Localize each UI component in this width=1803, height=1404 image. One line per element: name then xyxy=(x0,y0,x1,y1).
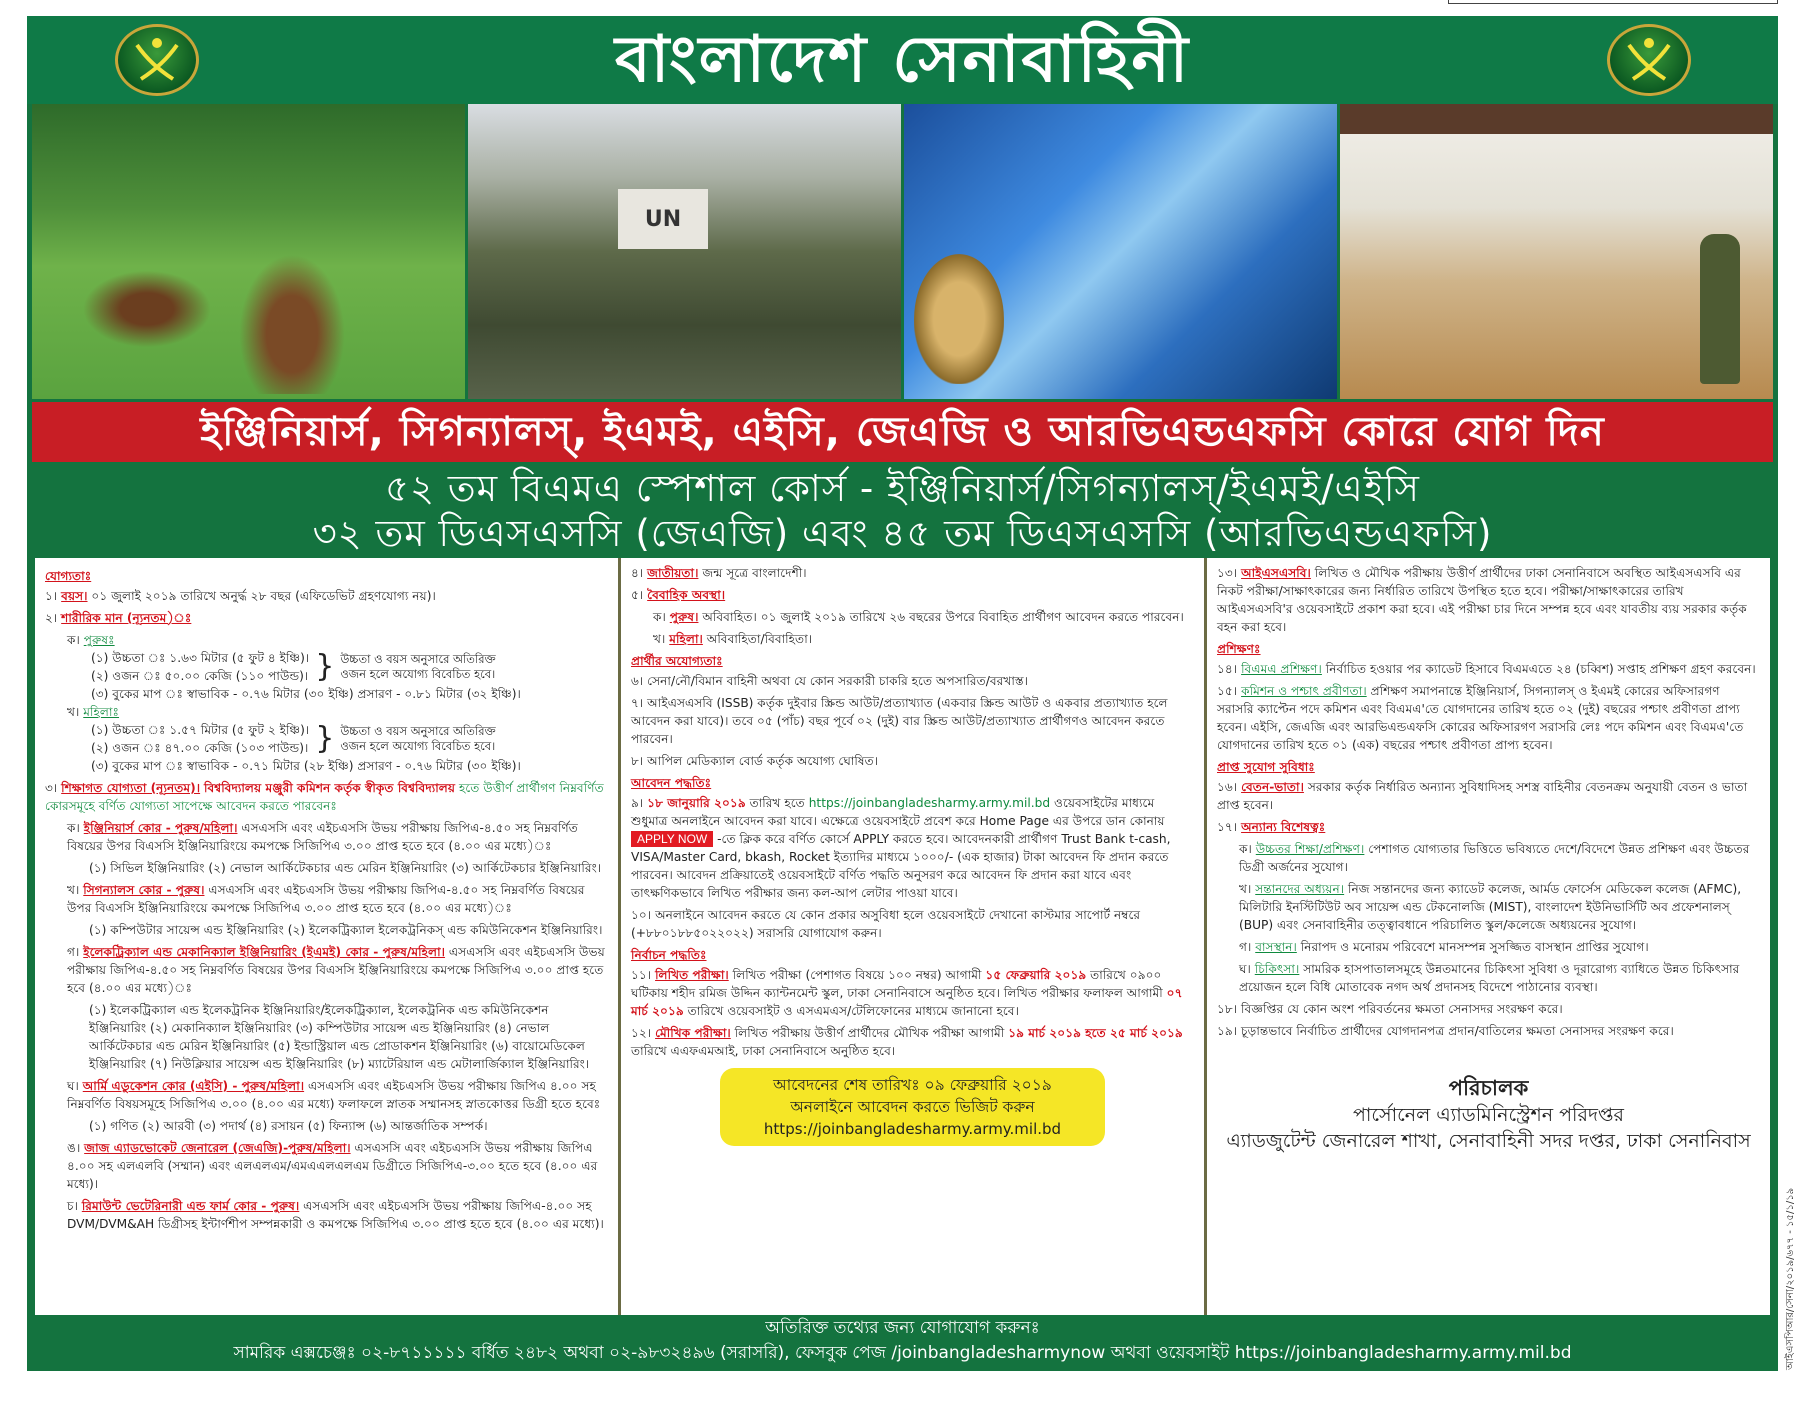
section-heading-disqualification: প্রার্থীর অযোগ্যতাঃ xyxy=(631,654,723,668)
female-chest: (৩) বুকের মাপ ঃ স্বাভাবিক - ০.৭১ মিটার (২৮ ইঞ্চি) প্রসারণ - ০.৭৬ মিটার (৩০ ইঞ্চি)। xyxy=(91,759,521,773)
section-heading-training: প্রশিক্ষণঃ xyxy=(1217,642,1261,656)
corps-jag: ঙ। জাজ এ্যাডভোকেট জেনারেল (জেএজি)-পুরুষ/মহিলা। এসএসসি এবং এইচএসসি উভয় পরীক্ষায় জিপিএ ৪.০০ সহ এলএলবি (সম্মান) এবং এলএলএম/এমএএলএলএম ডিগ্রীতে সিজিপিএ-৩.০০ হতে হবে (৪.০০ এর মধ্যে)। xyxy=(67,1141,598,1191)
signatory-title: পরিচালক xyxy=(1448,1076,1529,1100)
photo-strip xyxy=(32,104,1773,399)
benefit-sub-item: ঘ। চিকিৎসা। সামরিক হাসপাতালসমূহে উন্নতমানের চিকিৎসা সুবিধা ও দূরারোগ্য ব্যাধিতে উন্নত চিকিৎসার প্রয়োজন হলে বিধি মোতাবেক নগদ অর্থ প্রদানসহ বিদেশে পাঠানোর ব্যবস্থা। xyxy=(1239,962,1740,994)
male-physical: ক। পুরুষঃ xyxy=(67,633,115,647)
nationality-item: ৪। জাতীয়তা। জন্ম সূত্রে বাংলাদেশী। xyxy=(631,566,807,580)
corps-aec: ঘ। আর্মি এডুকেশন কোর (এইসি) - পুরুষ/মহিলা। এসএসসি এবং এইচএসসি উভয় পরীক্ষায় জিপিএ ৪.০০ সহ নিম্নবর্ণিত বিষয়সমূহে সিজিপিএ ৩.০০ (৪.০০ এর মধ্যে) ফলাফলে স্নাতক সম্মানসহ স্নাতকোত্তর ডিগ্রী হতে হবেঃ (১) গণিত (২) আরবী (৩) পদার্থ (৪) রসায়ন (৫) ফিন্যান্স (৬) আন্তর্জাতিক সম্পর্ক। xyxy=(67,1079,601,1133)
benefits-item-17: ১৭। অন্যান্য বিশেষত্বঃ xyxy=(1217,820,1326,834)
corps-eme: গ। ইলেকট্রিক্যাল এন্ড মেকানিক্যাল ইঞ্জিনিয়ারিং (ইএমই) কোর - পুরুষ/মহিলা। এসএসসি এবং এইচএসসি উভয় পরীক্ষায় জিপিএ-৪.৫০ সহ নিম্নবর্ণিত বিষয়ের উপর বিএসসি ইঞ্জিনিয়ারিংয়ে কমপক্ষে সিজিপিএ ৩.০০ প্রাপ্ত হতে হবে (৪.০০ এর মধ্যে)ঃ (১) ইলেকট্রিক্যাল এন্ড ইলেকট্রনিক ইঞ্জিনিয়ারিং/ইলেকট্রিক্যাল, ইলেকট্রনিক এন্ড কমিউনিকেশন ইঞ্জিনিয়ারিং (২) মেকানিক্যাল ইঞ্জিনিয়ারিং (৩) কম্পিউটার সায়েন্স এন্ড ইঞ্জিনিয়ারিং (৪) নেভাল আর্কিটেকচার এন্ড মেরিন ইঞ্জিনিয়ারিং (৫) ইন্ডাস্ট্রিয়াল এন্ড প্রোডাকশন ইঞ্জিনিয়ারিং (৬) বায়োমেডিকেল ইঞ্জিনিয়ারিং (৭) নিউক্লিয়ার সায়েন্স এন্ড ইঞ্জিনিয়ারিং (৮) ম্যাটেরিয়াল এন্ড মেটালার্জিক্যাল ইঞ্জিনিয়ারিং। xyxy=(67,945,605,1071)
benefit-sub-item: ক। উচ্চতর শিক্ষা/প্রশিক্ষণ। পেশাগত যোগ্যতার ভিত্তিতে ভবিষ্যতে দেশে/বিদেশে উন্নত প্রশিক্ষণ এবং উচ্চতর ডিগ্রী অর্জনের সুযোগ। xyxy=(1239,842,1750,874)
application-item-9: ৯। ১৮ জানুয়ারি ২০১৯ তারিখ হতে https://joinbangladesharmy.army.mil.bd ওয়েবসাইটের মাধ্যমে শুধুমাত্র অনলাইনে আবেদন করা যাবে। এক্ষেত্রে ওয়েবসাইটে প্রবেশ করে Home Page এর উপরে ডান কোনায় APPLY NOW -তে ক্লিক করে বর্ণিত কোর্সে APPLY করতে হবে। আবেদনকারী প্রার্থীগণ Trust Bank t-cash, VISA/Master Card, bkash, Rocket ইত্যাদির মাধ্যমে ১০০০/- (এক হাজার) টাকা আবেদন ফি প্রদান করতে পারবেন। আবেদন প্রক্রিয়াতেই ওয়েবসাইটে বর্ণিত পদ্ধতি অনুসরণ করে আবেদন ফি প্রদান করা যাবে এবং তাৎক্ষণিকভাবে লিখিত পরীক্ষার জন্য কল-আপ লেটার পাওয়া যাবে। xyxy=(631,796,1171,900)
benefit-sub-item: খ। সন্তানদের অধ্যয়ন। নিজ সন্তানদের জন্য ক্যাডেট কলেজ, আর্মড ফোর্সেস মেডিকেল কলেজ (AFMC), মিলিটারি ইনস্টিটিউট অব সায়েন্স এন্ড টেকনোলজি (MIST), বাংলাদেশ ইউনিভার্সিটি অব প্রফেশনালস্ (BUP) এবং সেনাবাহিনীর তত্ত্বাবধানে পরিচালিত স্কুল/কলেজে অধ্যয়নের সুযোগ। xyxy=(1239,882,1742,932)
section-heading-application: আবেদন পদ্ধতিঃ xyxy=(631,776,712,790)
male-height-weight: (১) উচ্চতা ঃ ১.৬৩ মিটার (৫ ফুট ৪ ইঞ্চি)। (২) ওজন ঃ ৫০.০০ কেজি (১১০ পাউন্ড)। } উচ্চতা ও বয়স অনুসারে অতিরিক্ত ওজন হলে অযোগ্য বিবেচিত হবে। xyxy=(91,649,496,684)
signatory-branch: এ্যাডজুটেন্ট জেনারেল শাখা, সেনাবাহিনী সদর দপ্তর, ঢাকা সেনানিবাস xyxy=(1226,1130,1751,1152)
issb-item: ১৩। আইএসএসবি। লিখিত ও মৌখিক পরীক্ষায় উত্তীর্ণ প্রার্থীদের ঢাকা সেনানিবাসে অবস্থিত আইএসএসবি এর নিকট পরীক্ষা/সাক্ষাৎকারের জন্য নির্ধারিত তারিখে উপস্থিত হতে হবে। পরীক্ষা/সাক্ষাৎকারের তারিখ আইএসএসবি'র ওয়েবসাইটে প্রকাশ করা হবে। এই পরীক্ষা চার দিনে সম্পন্ন হবে এবং যাবতীয় ব্যয় সরকার কর্তৃক বহন করা হবে। xyxy=(1217,566,1747,634)
selection-item-12: ১২। মৌখিক পরীক্ষা। লিখিত পরীক্ষায় উত্তীর্ণ প্রার্থীদের মৌখিক পরীক্ষা আগামী ১৯ মার্চ ২০১৯ হতে ২৫ মার্চ ২০১৯ তারিখে এএফএমআই, ঢাকা সেনানিবাসে অনুষ্ঠিত হবে। xyxy=(631,1026,1183,1058)
apply-now-button[interactable]: APPLY NOW xyxy=(631,831,713,847)
page-title: বাংলাদেশ সেনাবাহিনী xyxy=(614,23,1191,97)
classroom-training-photo xyxy=(1340,104,1773,399)
recruitment-poster xyxy=(27,16,1778,1371)
column-training-benefits xyxy=(1207,558,1770,1315)
training-item-15: ১৫। কমিশন ও পশ্চাৎ প্রবীণতা। প্রশিক্ষণ সমাপনান্তে ইঞ্জিনিয়ার্স, সিগন্যালস্ ও ইএমই কোরের অফিসারগণ সরাসরি ক্যাপ্টেন পদে কমিশন এবং বিএমএ'তে যোগদানের তারিখ হতে ০২ (দুই) বছরের পশ্চাৎ প্রবীণতা প্রাপ্য হবেন। এইসি, জেএজি এবং আরভিএন্ডএফসি কোরের অফিসারগণ সরাসরি লেঃ পদে কমিশন এবং বিএমএ'তে যোগদানের তারিখ হতে ০১ (এক) বছরের পশ্চাৎ প্রবীণতা প্রাপ্য হবেন। xyxy=(1217,684,1744,752)
column-application xyxy=(621,558,1207,1315)
section-heading-benefits: প্রাপ্ত সুযোগ সুবিধাঃ xyxy=(1217,760,1315,774)
application-item-10: ১০। অনলাইনে আবেদন করতে যে কোন প্রকার অসুবিধা হলে ওয়েবসাইটে দেখানো কাস্টমার সাপোর্ট নম্বরে (+৮৮০১৮৮৫০২২০২২) সরাসরি যোগাযোগ করুন। xyxy=(631,908,1141,940)
course-subtitle-2: ৩২ তম ডিএসএসসি (জেএজি) এবং ৪৫ তম ডিএসএসসি (আরভিএন্ডএফসি) xyxy=(312,512,1493,555)
footer-contact-heading: অতিরিক্ত তথ্যের জন্য যোগাযোগ করুনঃ xyxy=(765,1318,1040,1338)
age-item: ১। বয়স। ০১ জুলাই ২০১৯ তারিখে অনুর্দ্ধ ২৮ বছর (এফিডেভিট গ্রহণযোগ্য নয়)। xyxy=(45,589,436,603)
column-eligibility xyxy=(35,558,621,1315)
un-engineering-photo xyxy=(468,104,901,399)
marital-heading: ৫। বৈবাহিক অবস্থা। xyxy=(631,588,726,602)
disqualification-item: ৮। আপিল মেডিক্যাল বোর্ড কর্তৃক অযোগ্য ঘোষিত। xyxy=(631,754,879,768)
ispr-reference-code: আইএসপিআর/সেনা/২০১৯/৬৭৭ - ১৫/১/১৯ xyxy=(1785,1187,1796,1370)
benefit-sub-item: গ। বাসস্থান। নিরাপদ ও মনোরম পরিবেশে মানসম্পন্ন সুসজ্জিত বাসস্থান প্রাপ্তির সুযোগ। xyxy=(1239,940,1649,954)
section-heading-eligibility: যোগ্যতাঃ xyxy=(45,569,92,583)
header xyxy=(27,16,1778,104)
corps-signals: খ। সিগন্যালস কোর - পুরুষ। এসএসসি এবং এইচএসসি উভয় পরীক্ষায় জিপিএ-৪.৫০ সহ নিম্নবর্ণিত বিষয়ের উপর বিএসসি ইঞ্জিনিয়ারিংয়ে কমপক্ষে সিজিপিএ ৩.০০ প্রাপ্ত হতে হবে (৪.০০ এর মধ্যে)ঃ (১) কম্পিউটার সায়েন্স এন্ড ইঞ্জিনিয়ারিং (২) ইলেকট্রিক্যাল ইলেকট্রনিকস্ এন্ড কমিউনিকেশন ইঞ্জিনিয়ারিং। xyxy=(67,883,603,937)
male-chest: (৩) বুকের মাপ ঃ স্বাভাবিক - ০.৭৬ মিটার (৩০ ইঞ্চি) প্রসারণ - ০.৮১ মিটার (৩২ ইঞ্চি)। xyxy=(91,687,521,701)
signals-communication-photo xyxy=(904,104,1337,399)
deadline-box xyxy=(720,1068,1105,1146)
item-18: ১৮। বিজ্ঞপ্তির যে কোন অংশ পরিবর্তনের ক্ষমতা সেনাসদর সংরক্ষণ করে। xyxy=(1217,1002,1563,1016)
deadline-date: আবেদনের শেষ তারিখঃ ০৯ ফেব্রুয়ারি ২০১৯ xyxy=(773,1076,1052,1094)
benefits-item-16: ১৬। বেতন-ভাতা। সরকার কর্তৃক নির্ধারিত অন্যান্য সুবিধাদিসহ সশস্ত্র বাহিনীর বেতনক্রম অনুযায়ী বেতন ও ভাতা প্রাপ্ত হবেন। xyxy=(1217,780,1748,812)
selection-item-11: ১১। লিখিত পরীক্ষা। লিখিত পরীক্ষা (পেশাগত বিষয়ে ১০০ নম্বর) আগামী ১৫ ফেব্রুয়ারি ২০১৯ তারিখে ০৯০০ ঘটিকায় শহীদ রমিজ উদ্দিন ক্যান্টনমেন্ট স্কুল, ঢাকা সেনানিবাসে অনুষ্ঠিত হবে। লিখিত পরীক্ষার ফলাফল আগামী ০৭ মার্চ ২০১৯ তারিখে ওয়েবসাইট ও এসএমএস/টেলিফোনের মাধ্যমে জানানো হবে। xyxy=(631,968,1183,1018)
corps-engineers: ক। ইঞ্জিনিয়ার্স কোর - পুরুষ/মহিলা। এসএসসি এবং এইচএসসি উভয় পরীক্ষায় জিপিএ-৪.৫০ সহ নিম্নবর্ণিত বিষয়ের উপর বিএসসি ইঞ্জিনিয়ারিংয়ে কমপক্ষে সিজিপিএ ৩.০০ প্রাপ্ত হতে হবে (৪.০০ এর মধ্যে)ঃ (১) সিভিল ইঞ্জিনিয়ারিং (২) নেভাল আর্কিটেকচার এন্ড মেরিন ইঞ্জিনিয়ারিং (৩) আর্কিটেকচার ইঞ্জিনিয়ারিং। xyxy=(67,821,602,875)
training-item-14: ১৪। বিএমএ প্রশিক্ষণ। নির্বাচিত হওয়ার পর ক্যাডেট হিসাবে বিএমএতে ২৪ (চব্বিশ) সপ্তাহ প্রশিক্ষণ গ্রহণ করবেন। xyxy=(1217,662,1756,676)
army-emblem-icon xyxy=(1607,24,1691,96)
deadline-website-link[interactable]: https://joinbangladesharmy.army.mil.bd xyxy=(763,1120,1062,1138)
marital-male: ক। পুরুষ। অবিবাহিত। ০১ জুলাই ২০১৯ তারিখে ২৬ বছরের উপরে বিবাহিত প্রার্থীগণ আবেদন করতে পারবেন। xyxy=(653,610,1184,624)
marital-female: খ। মহিলা। অবিবাহিতা/বিবাহিতা। xyxy=(653,632,813,646)
section-heading-selection: নির্বাচন পদ্ধতিঃ xyxy=(631,948,707,962)
disqualification-item: ৬। সেনা/নৌ/বিমান বাহিনী অথবা যে কোন সরকারী চাকরি হতে অপসারিত/বরখাস্ত। xyxy=(631,674,1028,688)
education-intro: ৩। শিক্ষাগত যোগ্যতা (ন্যূনতম)। বিশ্ববিদ্যালয় মঞ্জুরী কমিশন কর্তৃক স্বীকৃত বিশ্ববিদ্যালয় হতে উত্তীর্ণ প্রার্থীগণ নিম্নবর্ণিত কোরসমূহে বর্ণিত যোগ্যতা সাপেক্ষে আবেদন করতে পারবেনঃ xyxy=(45,781,604,813)
female-height-weight: (১) উচ্চতা ঃ ১.৫৭ মিটার (৫ ফুট ২ ইঞ্চি)। (২) ওজন ঃ ৪৭.০০ কেজি (১০৩ পাউন্ড)। } উচ্চতা ও বয়স অনুসারে অতিরিক্ত ওজন হলে অযোগ্য বিবেচিত হবে। xyxy=(91,721,496,756)
item-19: ১৯। চূড়ান্তভাবে নির্বাচিত প্রার্থীদের যোগদানপত্র প্রদান/বাতিলের ক্ষমতা সেনাসদর সংরক্ষণ করে। xyxy=(1217,1024,1674,1038)
female-physical: খ। মহিলাঃ xyxy=(67,705,120,719)
physical-heading: ২। শারীরিক মান (ন্যূনতম)ঃ xyxy=(45,611,192,625)
crossed-swords-icon xyxy=(1621,35,1677,85)
footer-contact-details: সামরিক এক্সচেঞ্জঃ ০২-৮৭১১১১১ বর্ধিত ২৪৮২ অথবা ০২-৯৮৩২৪৯৬ (সরাসরি), ফেসবুক পেজ /joinbangladesharmynow অথবা ওয়েবসাইট https://joinbangladesharmy.army.mil.bd xyxy=(233,1343,1572,1363)
disqualification-item: ৭। আইএসএসবি (ISSB) কর্তৃক দুইবার স্ক্রিন্ড আউট/প্রত্যাখ্যাত (একবার স্ক্রিন্ড আউট ও একবার প্রত্যাখ্যাত হলে আবেদন করা যাবে)। তবে ০৫ (পাঁচ) বছর পূর্বে ০২ (দুই) বার স্ক্রিন্ড আউট/প্রত্যাখ্যাত প্রার্থীগণও আবেদন করতে পারবেন। xyxy=(631,696,1168,746)
course-subtitle-1: ৫২ তম বিএমএ স্পেশাল কোর্স - ইঞ্জিনিয়ার্স/সিগন্যালস্/ইএমই/এইসি xyxy=(385,467,1420,510)
website-link[interactable]: https://joinbangladesharmy.army.mil.bd xyxy=(808,796,1051,810)
deadline-visit: অনলাইনে আবেদন করতে ভিজিট করুন xyxy=(790,1098,1035,1116)
signature-block xyxy=(1217,1074,1760,1154)
footer-contact xyxy=(27,1316,1778,1371)
join-corps-banner: ইঞ্জিনিয়ার্স, সিগন্যালস্, ইএমই, এইসি, জেএজি ও আরভিএন্ডএফসি কোরে যোগ দিন xyxy=(32,402,1773,462)
top-border-box xyxy=(1448,0,1778,4)
corps-rvfc: চ। রিমাউন্ট ভেটেরিনারী এন্ড ফার্ম কোর - পুরুষ। এসএসসি এবং এইচএসসি উভয় পরীক্ষায় জিপিএ-৪.০০ সহ DVM/DVM&AH ডিগ্রীসহ ইন্টার্ণশীপ সম্পন্নকারী ও কমপক্ষে সিজিপিএ ৩.০০ প্রাপ্ত হতে হবে (৪.০০ এর মধ্যে)। xyxy=(67,1199,604,1231)
horse-riding-photo xyxy=(32,104,465,399)
content-body xyxy=(35,558,1770,1315)
signatory-department: পার্সোনেল এ্যাডমিনিস্ট্রেশন পরিদপ্তর xyxy=(1353,1104,1624,1126)
